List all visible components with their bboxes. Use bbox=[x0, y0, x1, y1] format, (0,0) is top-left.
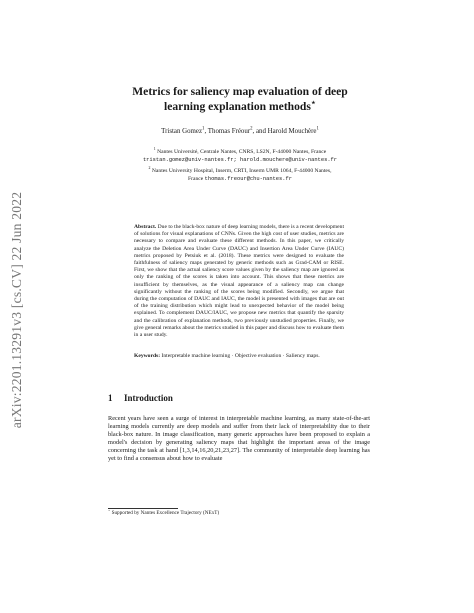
abstract-text: Due to the black-box nature of deep learning models, there is a recent development of solutions for visual explanations of CNNs. Given the high cost of user studies, metrics are necessary to compare and evaluate these different methods. In this paper, we critically analyze the Deletion Area Under Curve (DAUC) and Insertion Area Under Curve (IAUC) metrics proposed by Petsiuk et al. (2018). These metrics were designed to evaluate the faithfulness of saliency maps generated by generic methods such as Grad-CAM or RISE. First, we show that the actual saliency score values given by the saliency map are ignored as only the ranking of the scores is taken into account. This shows that these metrics are insufficient by themselves, as the visual appearance of a saliency map can change significantly without the ranking of the scores being modified. Secondly, we argue that during the computation of DAUC and IAUC, the model is presented with images that are out of the training distribution which might lead to unexpected behavior of the model being explained. To complement DAUC/IAUC, we propose new metrics that quantify the sparsity and the calibration of explanation methods, two previously unstudied properties. Finally, we give general remarks about the metrics studied in this paper and discuss how to evaluate them in a user study. bbox=[134, 224, 344, 339]
author-1: Tristan Gomez bbox=[161, 128, 203, 135]
author-2: Thomas Fréour bbox=[207, 128, 251, 135]
abstract-label: Abstract. bbox=[134, 224, 157, 230]
section-number: 1 bbox=[108, 393, 113, 403]
keywords-text: Interpretable machine learning · Objective evaluation · Saliency maps. bbox=[161, 353, 320, 359]
title-line-1: Metrics for saliency map evaluation of deep bbox=[132, 85, 348, 98]
affiliation-2: $^2$ Nantes University Hospital, Inserm, CRTI, Inserm UMR 1064, F-44000 Nantes, France thomas.freour@chu-nantes.fr bbox=[148, 166, 332, 183]
footnote: ⋆ Supported by Nantes Excellence Trajectory (NExT) bbox=[108, 508, 220, 516]
keywords bbox=[134, 353, 344, 360]
author-list: Tristan Gomez$^1$, Thomas Fréour$^2$, and Harold Mouchère$^1$ bbox=[161, 126, 319, 135]
intro-paragraph: Recent years have seen a surge of interest in interpretable machine learning, as many state-of-the-art learning models currently are deep models and suffer from their lack of interpretability due to their black-box nature. In image classification, many generic approaches have been proposed to explain a model's decision by generating saliency maps that highlight the important areas of the image concerning the task at hand [1,3,14,16,20,21,23,27]. The community of interpretable deep learning has yet to find a consensus about how to evaluate bbox=[108, 415, 370, 463]
abstract bbox=[134, 224, 344, 339]
arxiv-stamp bbox=[0, 120, 34, 500]
keywords-label: Keywords: bbox=[134, 353, 161, 359]
author-3: Harold Mouchère bbox=[267, 128, 317, 135]
title-footnote-mark: ⋆ bbox=[310, 98, 316, 108]
footnote-rule bbox=[108, 508, 178, 509]
affiliation-1-emails: tristan.gomez@univ-nantes.fr; harold.mouchere@univ-nantes.fr bbox=[142, 157, 338, 164]
footnote-text: Supported by Nantes Excellence Trajectory (NExT) bbox=[111, 510, 220, 516]
section-heading bbox=[108, 393, 173, 403]
affiliation-1: $^1$ Nantes Université, Centrale Nantes, CNRS, LS2N, F-44000 Nantes, France tristan.gomez@univ-nantes.fr; harold.mouchere@univ-nantes.fr bbox=[142, 147, 338, 164]
arxiv-id: arXiv:2201.13291v3 [cs.CV] 22 Jun 2022 bbox=[9, 191, 24, 429]
paper-title bbox=[95, 84, 385, 114]
affiliation-2-email: thomas.freour@chu-nantes.fr bbox=[204, 176, 292, 183]
title-line-2: learning explanation methods bbox=[164, 100, 311, 113]
section-title: Introduction bbox=[124, 393, 173, 403]
